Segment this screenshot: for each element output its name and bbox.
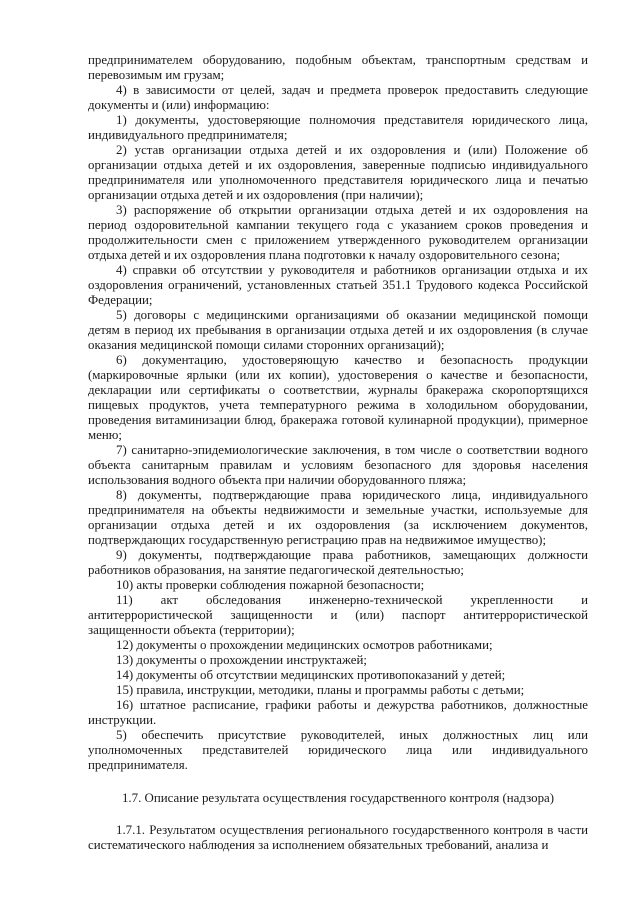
paragraph-subitem-9: 9) документы, подтверждающие права работников, замещающих должности работников образования, на занятие педагогической деятельностью;	[88, 548, 588, 577]
paragraph-subitem-5: 5) договоры с медицинскими организациями об оказании медицинской помощи детям в период их пребывания в организации отдыха детей и их оздоровления (в случае оказания медицинской помощи силами сторонних организаций);	[88, 308, 588, 352]
paragraph-subitem-1: 1) документы, удостоверяющие полномочия представителя юридического лица, индивидуального предпринимателя;	[88, 113, 588, 142]
paragraph-1-7-1: 1.7.1. Результатом осуществления регионального государственного контроля в части систематического наблюдения за исполнением обязательных требований, анализа и	[88, 823, 588, 852]
paragraph-subitem-14: 14) документы об отсутствии медицинских противопоказаний у детей;	[116, 668, 506, 682]
paragraph-subitem-13: 13) документы о прохождении инструктажей;	[116, 653, 367, 667]
paragraph-subitem-3: 3) распоряжение об открытии организации отдыха детей и их оздоровления на период оздоровительной кампании текущего года с указанием сроков проведения и продолжительности смен с приложением утвержденного руководителем организации отдыха детей и их оздоровления плана подготовки к началу оздоровительного сезона;	[88, 203, 588, 262]
paragraph-continuation: предпринимателем оборудованию, подобным объектам, транспортным средствам и перевозимым им грузам;	[88, 53, 588, 82]
section-heading: 1.7. Описание результата осуществления государственного контроля (надзора)	[121, 791, 555, 805]
paragraph-subitem-6: 6) документацию, удостоверяющую качество и безопасность продукции (маркировочные ярлыки (или их копии), удостоверения о качестве и безопасности, декларации или сертификаты о соответствии, журналы бракеража скоропортящихся пищевых продуктов, учета температурного режима в холодильном оборудовании, проведения витаминизации блюд, бракеража готовой кулинарной продукции), примерное меню;	[88, 353, 588, 442]
paragraph-item-5: 5) обеспечить присутствие руководителей, иных должностных лиц или уполномоченных представителей юридического лица или индивидуального предпринимателя.	[88, 728, 588, 772]
paragraph-subitem-2: 2) устав организации отдыха детей и их оздоровления и (или) Положение об организации отдыха детей и их оздоровления, заверенные подписью индивидуального предпринимателя или уполномоченного представителя юридического лица и печатью организации отдыха детей и их оздоровления (при наличии);	[88, 143, 588, 202]
paragraph-subitem-8: 8) документы, подтверждающие права юридического лица, индивидуального предпринимателя на объекты недвижимости и земельные участки, используемые для организации отдыха детей и их оздоровления (за исключением документов, подтверждающих государственную регистрацию прав на недвижимое имущество);	[88, 488, 588, 547]
paragraph-subitem-16: 16) штатное расписание, графики работы и дежурства работников, должностные инструкции.	[88, 698, 588, 727]
paragraph-subitem-7: 7) санитарно-эпидемиологические заключения, в том числе о соответствии водного объекта санитарным правилам и условиям безопасного для здоровья населения использования водного объекта при наличии оборудованного пляжа;	[88, 443, 588, 487]
paragraph-subitem-4: 4) справки об отсутствии у руководителя и работников организации отдыха и их оздоровления ограничений, установленных статьей 351.1 Трудового кодекса Российской Федерации;	[88, 263, 588, 307]
document-page	[88, 53, 588, 853]
paragraph-subitem-11: 11) акт обследования инженерно-технической укрепленности и антитеррористической защищенности и (или) паспорт антитеррористической защищенности объекта (территории);	[88, 593, 588, 637]
paragraph-subitem-10: 10) акты проверки соблюдения пожарной безопасности;	[116, 578, 425, 592]
paragraph-subitem-12: 12) документы о прохождении медицинских осмотров работниками;	[116, 638, 493, 652]
paragraph-item-4: 4) в зависимости от целей, задач и предмета проверок предоставить следующие документы и (или) информацию:	[88, 83, 588, 112]
paragraph-subitem-15: 15) правила, инструкции, методики, планы и программы работы с детьми;	[116, 683, 525, 697]
